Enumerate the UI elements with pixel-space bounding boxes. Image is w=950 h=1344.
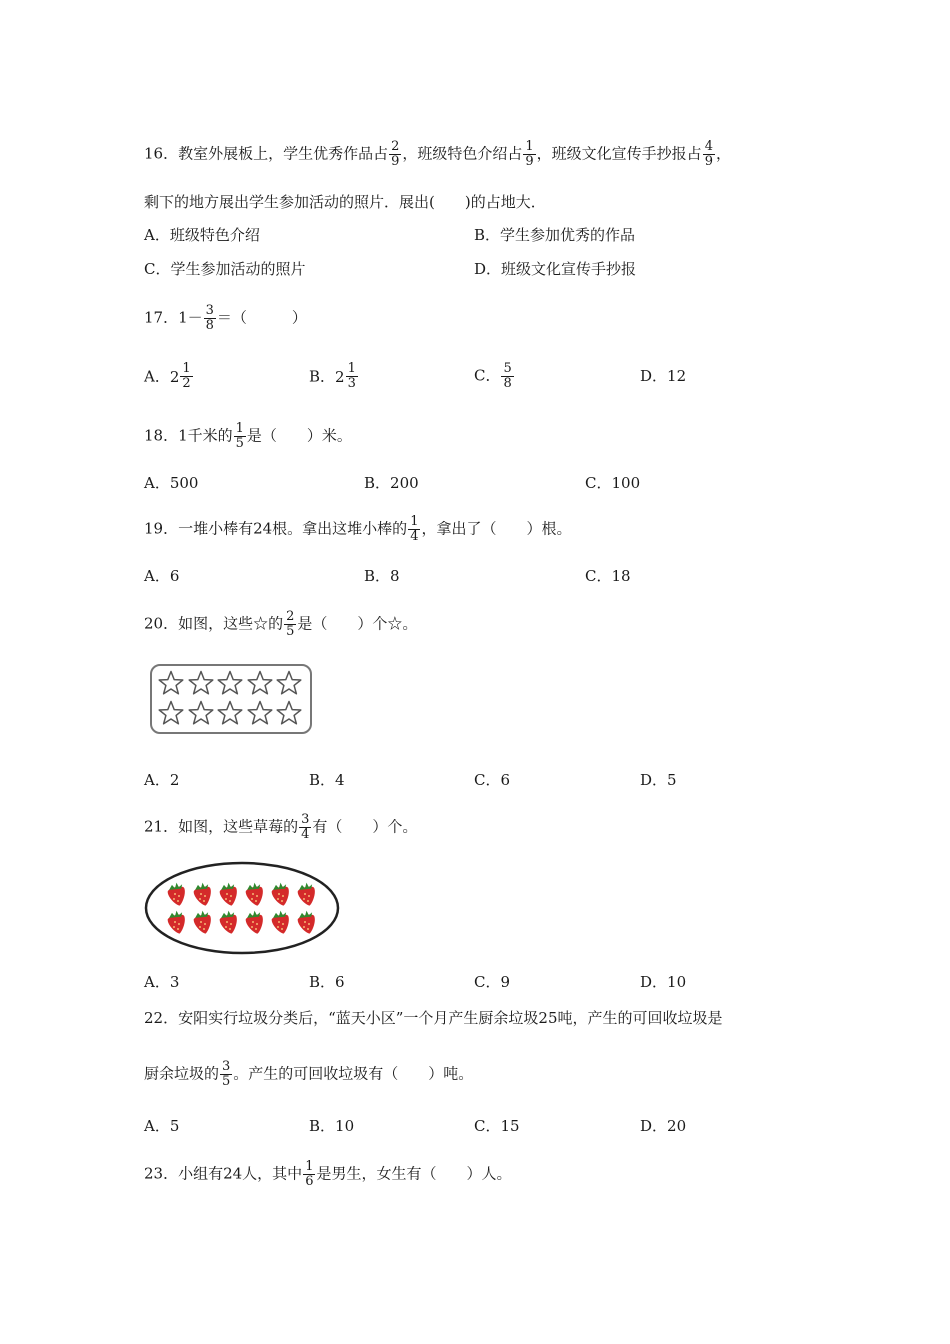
fraction: $\frac{1}{4}$	[410, 514, 419, 544]
strawberry-icon	[269, 882, 293, 908]
q16-stem-line1: 16．教室外展板上，学生优秀作品占 $\frac{2}{9}$ ，班级特色介绍占 $\frac{1}{9}$ ，班级文化宣传手抄报占 $\frac{4}{9}$ ，	[144, 139, 731, 169]
star-icon	[217, 670, 243, 696]
fraction: $\frac{2}{9}$	[391, 139, 400, 169]
q21-option-c: C．9	[474, 973, 511, 991]
fraction: $\frac{1}{6}$	[305, 1159, 314, 1189]
q22-stem-line1: 22．安阳实行垃圾分类后，“蓝天小区”一个月产生厨余垃圾25吨，产生的可回收垃圾是	[144, 1009, 723, 1027]
q17-option-a: A． 2 $\frac{1}{2}$	[144, 361, 191, 391]
q19-option-c: C．18	[585, 567, 631, 585]
q17-option-d: D．12	[640, 367, 687, 385]
strawberry-icon	[165, 910, 189, 936]
q21-option-a: A．3	[144, 973, 180, 991]
star-icon	[158, 700, 184, 726]
q17-option-b: B． 2 $\frac{1}{3}$	[309, 361, 356, 391]
strawberry-icon	[217, 882, 241, 908]
star-icon	[276, 670, 302, 696]
q16-option-d: D．班级文化宣传手抄报	[474, 260, 637, 278]
fraction: $\frac{3}{4}$	[301, 812, 310, 842]
q16-option-a: A．班级特色介绍	[144, 226, 260, 244]
strawberry-icon	[191, 882, 215, 908]
q22-option-b: B．10	[309, 1117, 355, 1135]
q19-stem: 19．一堆小棒有24根。拿出这堆小棒的 $\frac{1}{4}$ ，拿出了（ ）根。	[144, 514, 572, 544]
q16-option-c: C．学生参加活动的照片	[144, 260, 306, 278]
star-figure	[150, 664, 312, 734]
q21-stem: 21．如图，这些草莓的 $\frac{3}{4}$ 有（ ）个。	[144, 812, 418, 842]
star-icon	[188, 670, 214, 696]
fraction: $\frac{2}{5}$	[286, 609, 295, 639]
star-icon	[247, 700, 273, 726]
star-icon	[247, 670, 273, 696]
strawberry-icon	[243, 882, 267, 908]
q20-stem: 20．如图，这些☆的 $\frac{2}{5}$ 是（ ）个☆。	[144, 609, 418, 639]
q21-option-d: D．10	[640, 973, 687, 991]
strawberry-icon	[269, 910, 293, 936]
q17-option-c: C． $\frac{5}{8}$	[474, 361, 512, 391]
q16-option-b: B．学生参加优秀的作品	[474, 226, 636, 244]
q19-option-b: B．8	[364, 567, 400, 585]
q22-option-c: C．15	[474, 1117, 520, 1135]
q21-option-b: B．6	[309, 973, 345, 991]
strawberry-icon	[295, 882, 319, 908]
fraction: $\frac{1}{9}$	[525, 139, 534, 169]
q23-stem: 23．小组有24人，其中 $\frac{1}{6}$ 是男生，女生有（ ）人。	[144, 1159, 512, 1189]
fraction: $\frac{4}{9}$	[704, 139, 713, 169]
strawberry-icon	[165, 882, 189, 908]
q18-option-c: C．100	[585, 474, 641, 492]
q20-option-a: A．2	[144, 771, 180, 789]
strawberry-icon	[243, 910, 267, 936]
star-icon	[217, 700, 243, 726]
star-icon	[276, 700, 302, 726]
q20-option-b: B．4	[309, 771, 345, 789]
fraction: $\frac{3}{8}$	[205, 303, 214, 333]
q16-stem-line2: 剩下的地方展出学生参加活动的照片．展出( )的占地大．	[144, 193, 546, 211]
q22-option-a: A．5	[144, 1117, 180, 1135]
star-icon	[158, 670, 184, 696]
q20-option-d: D．5	[640, 771, 677, 789]
q20-option-c: C．6	[474, 771, 511, 789]
q19-option-a: A．6	[144, 567, 180, 585]
strawberry-icon	[217, 910, 241, 936]
q17-stem: 17．1－ $\frac{3}{8}$ ＝（ ）	[144, 303, 307, 333]
q18-option-b: B．200	[364, 474, 419, 492]
fraction: $\frac{3}{5}$	[222, 1059, 231, 1089]
fraction: $\frac{1}{5}$	[235, 421, 244, 451]
q18-stem: 18．1千米的 $\frac{1}{5}$ 是（ ）米。	[144, 421, 352, 451]
strawberry-icon	[295, 910, 319, 936]
q22-stem-line2: 厨余垃圾的 $\frac{3}{5}$ 。产生的可回收垃圾有（ ）吨。	[144, 1059, 474, 1089]
q18-option-a: A．500	[144, 474, 199, 492]
strawberry-plate-figure	[143, 860, 341, 956]
strawberry-icon	[191, 910, 215, 936]
q22-option-d: D．20	[640, 1117, 687, 1135]
star-icon	[188, 700, 214, 726]
